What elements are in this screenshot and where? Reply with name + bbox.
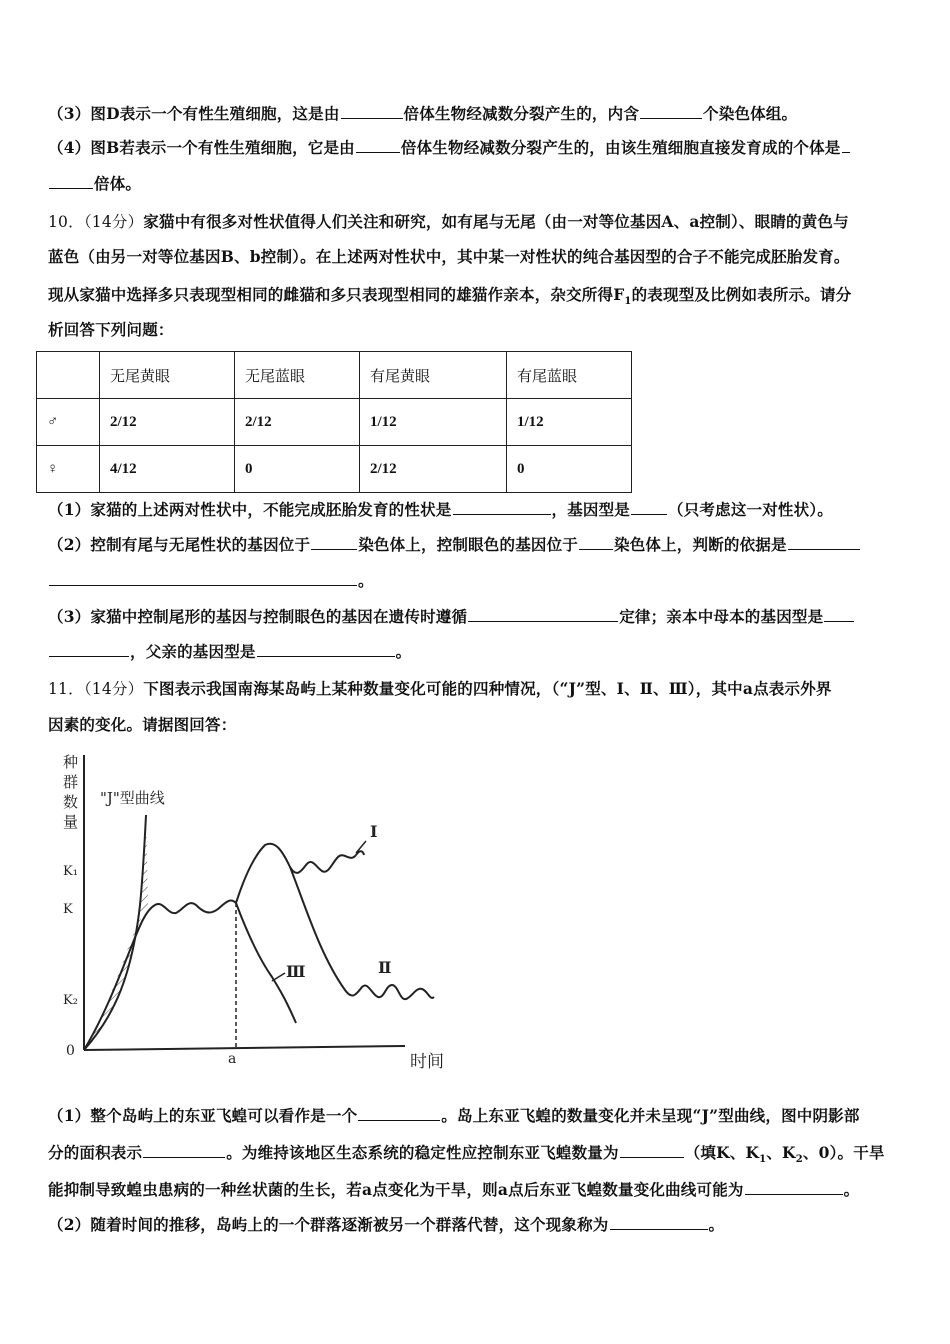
answer-blank[interactable] [610, 1215, 708, 1230]
q11-answer1-cont2: 能抑制导致蝗虫患病的一种丝状菌的生长，若a点变化为干旱，则a点后东亚飞蝗数量变化曲线可能为 。 [48, 1180, 860, 1199]
x-axis [84, 1046, 405, 1050]
q10-answer2-cont: 。 [48, 569, 374, 591]
answer-blank[interactable] [788, 535, 860, 550]
x-axis-label: 时间 [410, 1052, 444, 1072]
s-curve [84, 901, 236, 1050]
curve-I-label: Ⅰ [370, 822, 378, 841]
table-header-row: 无尾黄眼 无尾蓝眼 有尾黄眼 有尾蓝眼 [37, 352, 632, 399]
answer-blank[interactable] [49, 642, 129, 657]
y-axis-label: 数 [63, 793, 79, 811]
table-row: ♀ 4/12 0 2/12 0 [37, 446, 632, 493]
k1-label: K₁ [63, 864, 78, 879]
answer-blank[interactable] [631, 500, 667, 515]
k-label: K [63, 902, 73, 917]
q11-line1: 11．（14分）下图表示我国南海某岛屿上某种数量变化可能的四种情况，（“J”型、Ⅰ、Ⅱ、Ⅲ），其中a点表示外界 [48, 679, 832, 698]
curve-II-label: Ⅱ [378, 958, 392, 977]
shaded-area [84, 815, 148, 1050]
q9-part3: （3）图D表示一个有性生殖细胞，这是由 倍体生物经减数分裂产生的，内含 个染色体组。 [48, 104, 798, 123]
answer-blank[interactable] [356, 138, 400, 153]
answer-blank[interactable] [620, 1143, 684, 1158]
answer-blank[interactable] [468, 607, 618, 622]
curve-III-label: Ⅲ [286, 962, 306, 981]
table-row: ♂ 2/12 2/12 1/12 1/12 [37, 399, 632, 446]
answer-blank[interactable] [257, 642, 395, 657]
answer-blank[interactable] [745, 1180, 843, 1195]
q11-answer2: （2）随着时间的推移，岛屿上的一个群落逐渐被另一个群落代替，这个现象称为 。 [48, 1215, 725, 1234]
answer-blank[interactable] [143, 1143, 225, 1158]
population-curve-chart [60, 745, 470, 1075]
q10-answer3-cont: ，父亲的基因型是 。 [48, 640, 411, 662]
q10-line4: 析回答下列问题： [48, 320, 174, 339]
answer-blank[interactable] [453, 500, 551, 515]
origin-label: 0 [66, 1043, 75, 1059]
answer-blank[interactable] [579, 535, 613, 550]
q10-line2: 蓝色（由另一对等位基因B、b控制）。在上述两对性状中，其中某一对性状的纯合基因型的合子不能完成胚胎发育。 [48, 247, 850, 266]
q10-answer3: （3）家猫中控制尾形的基因与控制眼色的基因在遗传时遵循 定律；亲本中母本的基因型是 [48, 605, 855, 627]
j-curve-label: "J"型曲线 [100, 789, 165, 807]
curve-II [290, 867, 434, 999]
y-axis-label: 群 [63, 773, 79, 791]
y-axis-label: 量 [63, 813, 79, 831]
answer-blank[interactable] [49, 174, 93, 189]
q10-line1: 10．（14分）家猫中有很多对性状值得人们关注和研究，如有尾与无尾（由一对等位基因A、a控制）、眼睛的黄色与 [48, 212, 849, 231]
answer-blank[interactable] [842, 138, 850, 153]
answer-blank[interactable] [824, 607, 854, 622]
a-point-label: a [228, 1051, 237, 1067]
answer-blank[interactable] [49, 571, 357, 586]
q9-part4-cont: 倍体。 [48, 172, 141, 194]
answer-blank[interactable] [358, 1106, 440, 1121]
curve-I [236, 844, 356, 903]
k2-label: K₂ [63, 993, 78, 1008]
q10-line3: 现从家猫中选择多只表现型相同的雌猫和多只表现型相同的雄猫作亲本，杂交所得$F_1$的表现型及比例如表所示。请分 [48, 285, 852, 308]
phenotype-table [36, 351, 632, 493]
q9-part4: （4）图B若表示一个有性生殖细胞，它是由 倍体生物经减数分裂产生的，由该生殖细胞直接发育成的个体是 [48, 136, 851, 158]
answer-blank[interactable] [640, 104, 702, 119]
q10-answer2: （2）控制有尾与无尾性状的基因位于 染色体上，控制眼色的基因位于 染色体上，判断的依据是 [48, 533, 861, 555]
y-axis-label: 种 [63, 753, 79, 771]
answer-blank[interactable] [341, 104, 403, 119]
q11-answer1: （1）整个岛屿上的东亚飞蝗可以看作是一个 。岛上东亚飞蝗的数量变化并未呈现“J”型曲线，图中阴影部 [48, 1106, 860, 1125]
q11-answer1-cont: 分的面积表示 。为维持该地区生态系统的稳定性应控制东亚飞蝗数量为 （填K、$K_1$、$K_2$、0）。干旱 [48, 1143, 885, 1166]
answer-blank[interactable] [311, 535, 357, 550]
q11-line2: 因素的变化。请据图回答： [48, 715, 237, 734]
q10-answer1: （1）家猫的上述两对性状中，不能完成胚胎发育的性状是 ，基因型是 （只考虑这一对性状）。 [48, 500, 833, 519]
